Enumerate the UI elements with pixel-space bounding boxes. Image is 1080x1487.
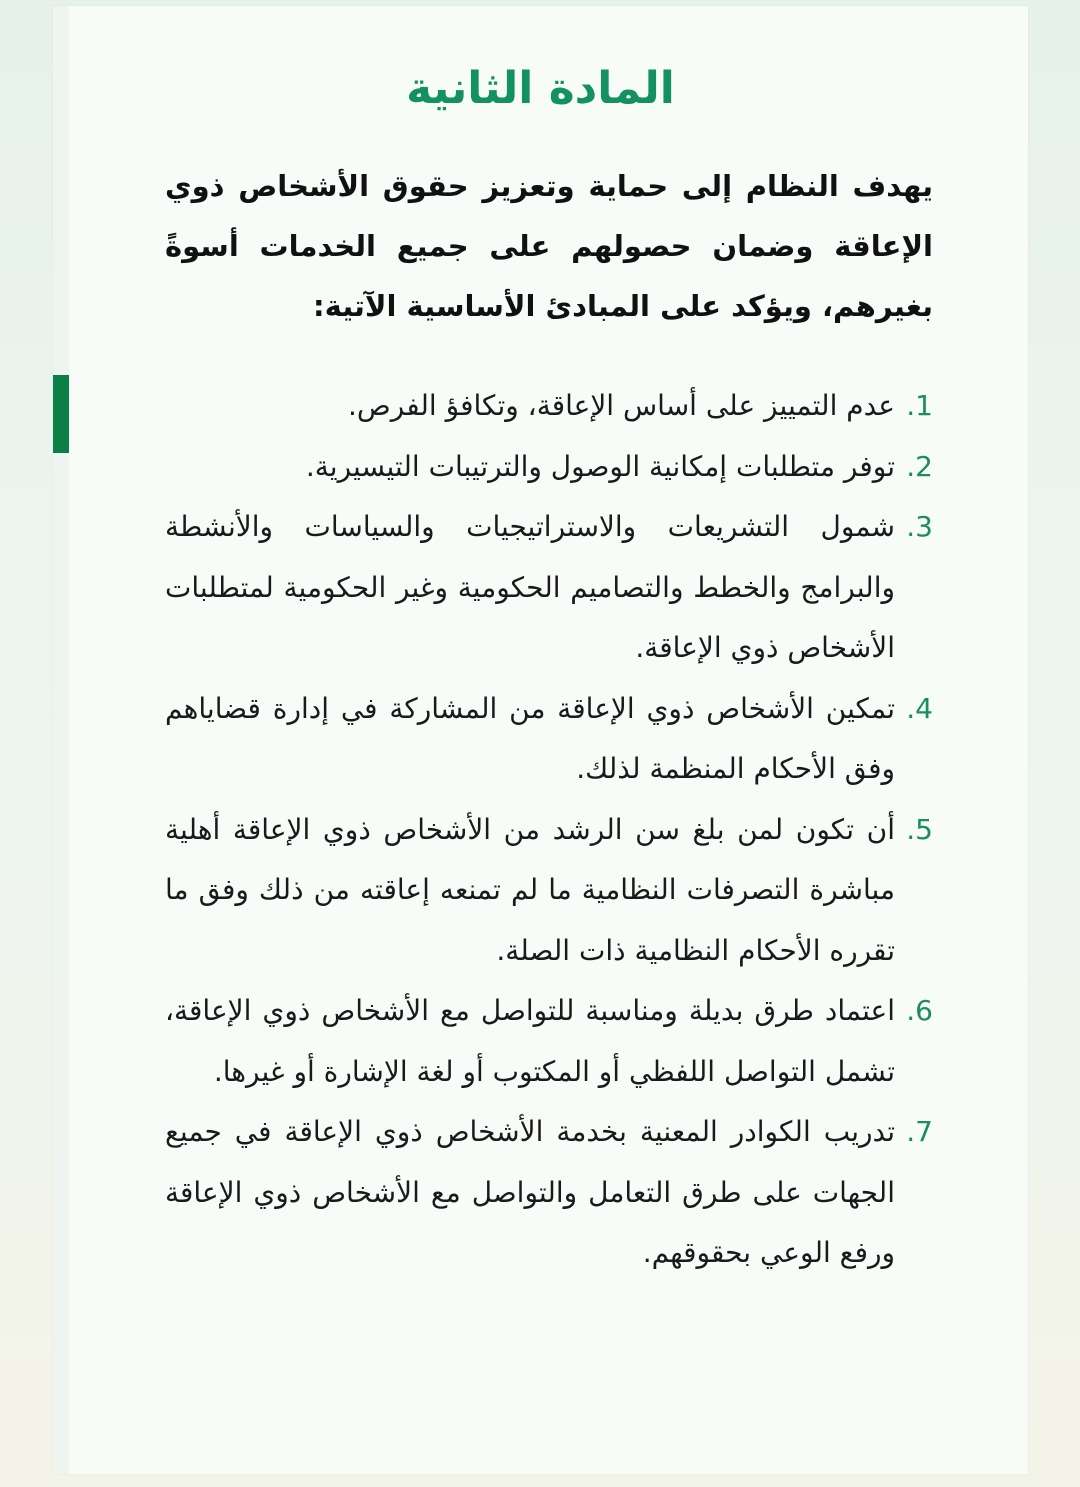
- principles-list: [165, 376, 933, 1284]
- item-number: 7.: [906, 1115, 933, 1148]
- item-number: 5.: [906, 812, 933, 846]
- article-card: [53, 6, 1028, 1474]
- list-item: [165, 800, 933, 982]
- list-item: [165, 1102, 933, 1284]
- item-text: توفر متطلبات إمكانية الوصول والترتيبات التيسيرية.: [305, 449, 895, 483]
- item-number: 4.: [906, 691, 933, 725]
- item-number: 1.: [906, 389, 933, 422]
- item-text: اعتماد طرق بديلة ومناسبة للتواصل مع الأشخاص ذوي الإعاقة، تشمل التواصل اللفظي أو المكتوب أو لغة الإشارة أو غيرها.: [165, 994, 895, 1088]
- accent-bar: [53, 375, 69, 453]
- article-intro: يهدف النظام إلى حماية وتعزيز حقوق الأشخاص ذوي الإعاقة وضمان حصولهم على جميع الخدمات أسوةً بغيرهم، ويؤكد على المبادئ الأساسية الآتية:: [165, 169, 933, 323]
- card-edge: [53, 6, 69, 1474]
- article-title: المادة الثانية: [406, 63, 675, 114]
- item-text: تمكين الأشخاص ذوي الإعاقة من المشاركة في إدارة قضاياهم وفق الأحكام المنظمة لذلك.: [165, 691, 895, 785]
- item-text: شمول التشريعات والاستراتيجيات والسياسات والأنشطة والبرامج والخطط والتصاميم الحكومية وغير الحكومية لمتطلبات الأشخاص ذوي الإعاقة.: [165, 510, 895, 664]
- item-number: 2.: [906, 449, 933, 483]
- list-item: [165, 497, 933, 679]
- list-item: [165, 437, 933, 498]
- list-item: [165, 981, 933, 1102]
- item-text: أن تكون لمن بلغ سن الرشد من الأشخاص ذوي الإعاقة أهلية مباشرة التصرفات النظامية ما لم تمنعه إعاقته من ذلك وفق ما تقرره الأحكام النظامية ذات الصلة.: [165, 812, 895, 967]
- item-text: عدم التمييز على أساس الإعاقة، وتكافؤ الفرص.: [348, 389, 895, 422]
- list-item: [165, 679, 933, 800]
- item-text: تدريب الكوادر المعنية بخدمة الأشخاص ذوي الإعاقة في جميع الجهات على طرق التعامل والتواصل مع الأشخاص ذوي الإعاقة ورفع الوعي بحقوقهم.: [165, 1115, 895, 1269]
- item-number: 3.: [906, 510, 933, 543]
- item-number: 6.: [906, 994, 933, 1027]
- list-item: [165, 376, 933, 437]
